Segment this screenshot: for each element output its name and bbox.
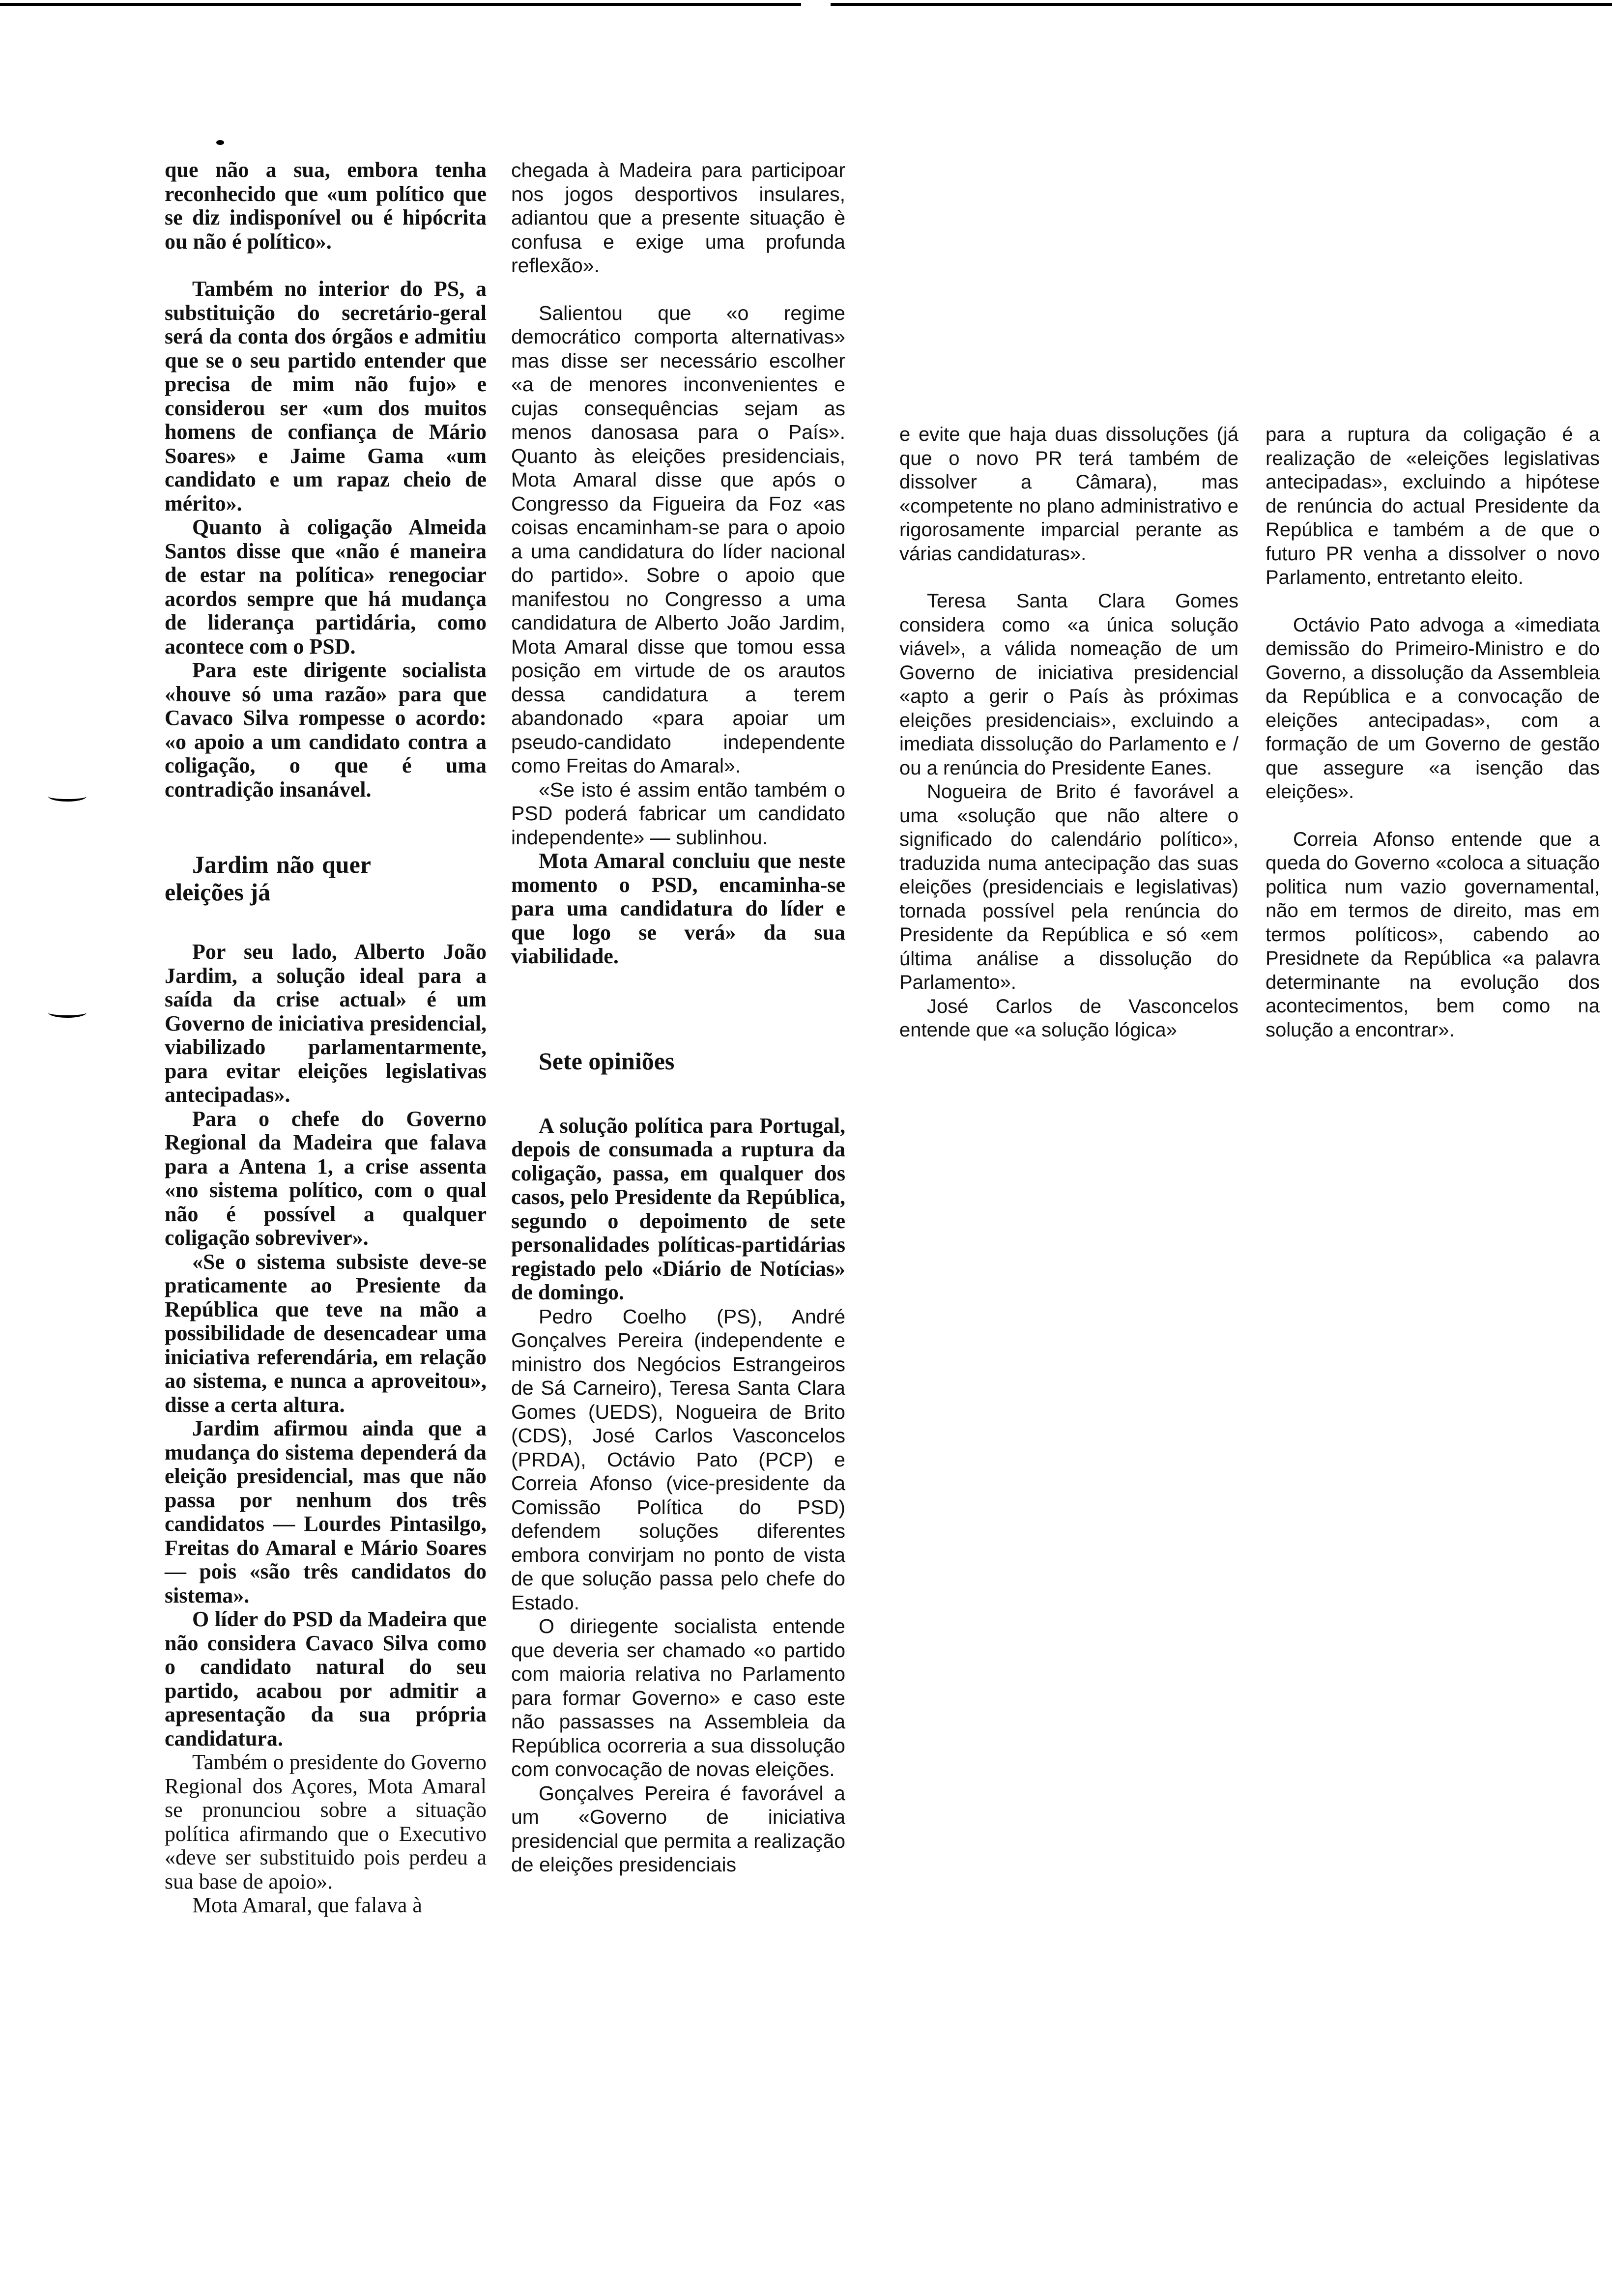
section-subheading: Jardim não quer eleições já — [165, 851, 371, 906]
paragraph: Octávio Pato advoga a «imediata demissão do Primeiro-Ministro e do Governo, a dissolução da Assembleia da República e a convocação de eleições antecipadas», com a formação de um Governo de gestão que assegure «a isenção das eleições». — [1266, 614, 1600, 803]
scan-top-border-left — [0, 3, 801, 6]
punch-hole-mark-icon — [48, 791, 86, 802]
article-column-3 — [899, 423, 1238, 1042]
scan-speck — [216, 140, 224, 145]
paragraph: «Se isto é assim então também o PSD poderá fabricar um candidato independente» — sublinhou. — [511, 778, 845, 849]
paragraph: José Carlos de Vasconcelos entende que «a solução lógica» — [899, 995, 1238, 1041]
paragraph: e evite que haja duas dissoluções (já que o novo PR terá também de dissolver a Câmara), mas «competente no plano administrativo e rigorosamente imparcial perante as várias candidaturas». — [899, 424, 1238, 565]
paragraph: Salientou que «o regime democrático comporta alternativas» mas disse ser necessário escolher «a de menores inconvenientes e cujas consequências sejam as menos danosasa para o País». Quanto às eleições presidenciais, Mota Amaral disse que após o Congresso da Figueira da Foz «as coisas encaminham-se para o apoio a uma candidatura do líder nacional do partido». Sobre o apoio que manifestou no Congresso a uma candidatura de Alberto João Jardim, Mota Amaral disse que tomou essa posição em virtude de os arautos dessa candidatura a terem abandonado «para apoiar um pseudo-candidato independente como Freitas do Amaral». — [511, 301, 845, 777]
paragraph: Nogueira de Brito é favorável a uma «solução que não altere o significado do calendário político», traduzida numa antecipação das suas eleições (presidenciais e legislativas) tornada possível pela renúncia do Presidente da República e só «em última análise a dissolução do Parlamento». — [899, 781, 1238, 993]
article-column-1 — [165, 158, 487, 1918]
paragraph: para a ruptura da coligação é a realização de «eleições legislativas antecipadas», excluindo a hipótese de renúncia do actual Presidente da República e também a de que o futuro PR venha a dissolver o novo Parlamento, entretanto eleito. — [1266, 424, 1600, 588]
article-column-2 — [511, 158, 845, 1877]
paragraph: Jardim afirmou ainda que a mudança do sistema dependerá da eleição presidencial, mas que não passa por nenhum dos três candidatos — Lourdes Pintasilgo, Freitas do Amaral e Mário Soares — pois «são três candidatos do sistema». — [165, 1416, 487, 1607]
section-subheading: Sete opiniões — [539, 1047, 675, 1075]
paragraph: Correia Afonso entende que a queda do Governo «coloca a situação politica num vazio governamental, não em termos de direito, mas em termos políticos», cabendo ao Presidnete da República «a palavra determinante na evolução dos acontecimentos, bem como na solução a encontrar». — [1266, 828, 1600, 1041]
paragraph: Quanto à coligação Almeida Santos disse que «não é maneira de estar na política» renegociar acordos sempre que há mudança de liderança partidária, como acontece com o PSD. — [165, 515, 487, 659]
paragraph: Para este dirigente socialista «houve só uma razão» para que Cavaco Silva rompesse o acordo: «o apoio a um candidato contra a coligação, o que é uma contradição insanável. — [165, 658, 487, 802]
paragraph: Gonçalves Pereira é favorável a um «Governo de iniciativa presidencial que permita a realização de eleições presidenciais — [511, 1781, 845, 1876]
paragraph: Pedro Coelho (PS), André Gonçalves Pereira (independente e ministro dos Negócios Estrangeiros de Sá Carneiro), Teresa Santa Clara Gomes (UEDS), Nogueira de Brito (CDS), José Carlos Vasconcelos (PRDA), Octávio Pato (PCP) e Correia Afonso (vice-presidente da Comissão Política do PSD) defendem soluções diferentes embora convirjam no ponto de vista de que solução passa pelo chefe do Estado. — [511, 1305, 845, 1614]
paragraph: Também o presidente do Governo Regional dos Açores, Mota Amaral se pronunciou sobre a situação política afirmando que o Executivo «deve ser substituido pois perdeu a sua base de apoio». — [165, 1750, 487, 1894]
paragraph: Por seu lado, Alberto João Jardim, a solução ideal para a saída da crise actual» é um Governo de iniciativa presidencial, viabilizado parlamentarmente, para evitar eleições legislativas antecipadas». — [165, 940, 487, 1107]
paragraph: Mota Amaral concluiu que neste momento o PSD, encaminha-se para uma candidatura do líder e que logo se verá» da sua viabilidade. — [511, 849, 845, 968]
paragraph: Mota Amaral, que falava à — [192, 1893, 422, 1917]
punch-hole-mark-icon — [48, 1007, 86, 1018]
paragraph: «Se o sistema subsiste deve-se praticamente ao Presiente da República que teve na mão a possibilidade de desencadear uma iniciativa referendária, em relação ao sistema, e nunca a aproveitou», disse a certa altura. — [165, 1249, 487, 1417]
paragraph: que não a sua, embora tenha reconhecido que «um político que se diz indisponível ou é hipócrita ou não é político». — [165, 158, 487, 254]
paragraph: A solução política para Portugal, depois de consumada a ruptura da coligação, passa, em qualquer dos casos, pelo Presidente da República, segundo o depoimento de sete personalidades políticas-partidárias registado pelo «Diário de Notícias» de domingo. — [511, 1113, 845, 1304]
paragraph: Teresa Santa Clara Gomes considera como «a única solução viável», a válida nomeação de um Governo de iniciativa presidencial «apto a gerir o País às próximas eleições presidenciais», excluindo a imediata dissolução do Parlamento e / ou a renúncia do Presidente Eanes. — [899, 590, 1238, 779]
paragraph: O diriegente socialista entende que deveria ser chamado «o partido com maioria relativa no Parlamento para formar Governo» e caso este não passasses na Assembleia da República ocorreria a sua dissolução com convocação de novas eleições. — [511, 1615, 845, 1780]
scan-top-border-right — [831, 3, 1612, 6]
article-column-4 — [1266, 423, 1600, 1042]
paragraph: Também no interior do PS, a substituição do secretário-geral será da conta dos órgãos e admitiu que se o seu partido entender que precisa de mim não fujo» e considerou ser «um dos muitos homens de confiança de Mário Soares» e Jaime Gama «um candidato e um rapaz cheio de mérito». — [165, 277, 487, 516]
paragraph: O líder do PSD da Madeira que não considera Cavaco Silva como o candidato natural do seu partido, acabou por admitir a apresentação da sua própria candidatura. — [165, 1607, 487, 1751]
paragraph: chegada à Madeira para participoar nos jogos desportivos insulares, adiantou que a presente situação è confusa e exige uma profunda reflexão». — [511, 159, 845, 277]
paragraph: Para o chefe do Governo Regional da Madeira que falava para a Antena 1, a crise assenta «no sistema político, com o qual não é possível a qualquer coligação sobreviver». — [165, 1106, 487, 1250]
